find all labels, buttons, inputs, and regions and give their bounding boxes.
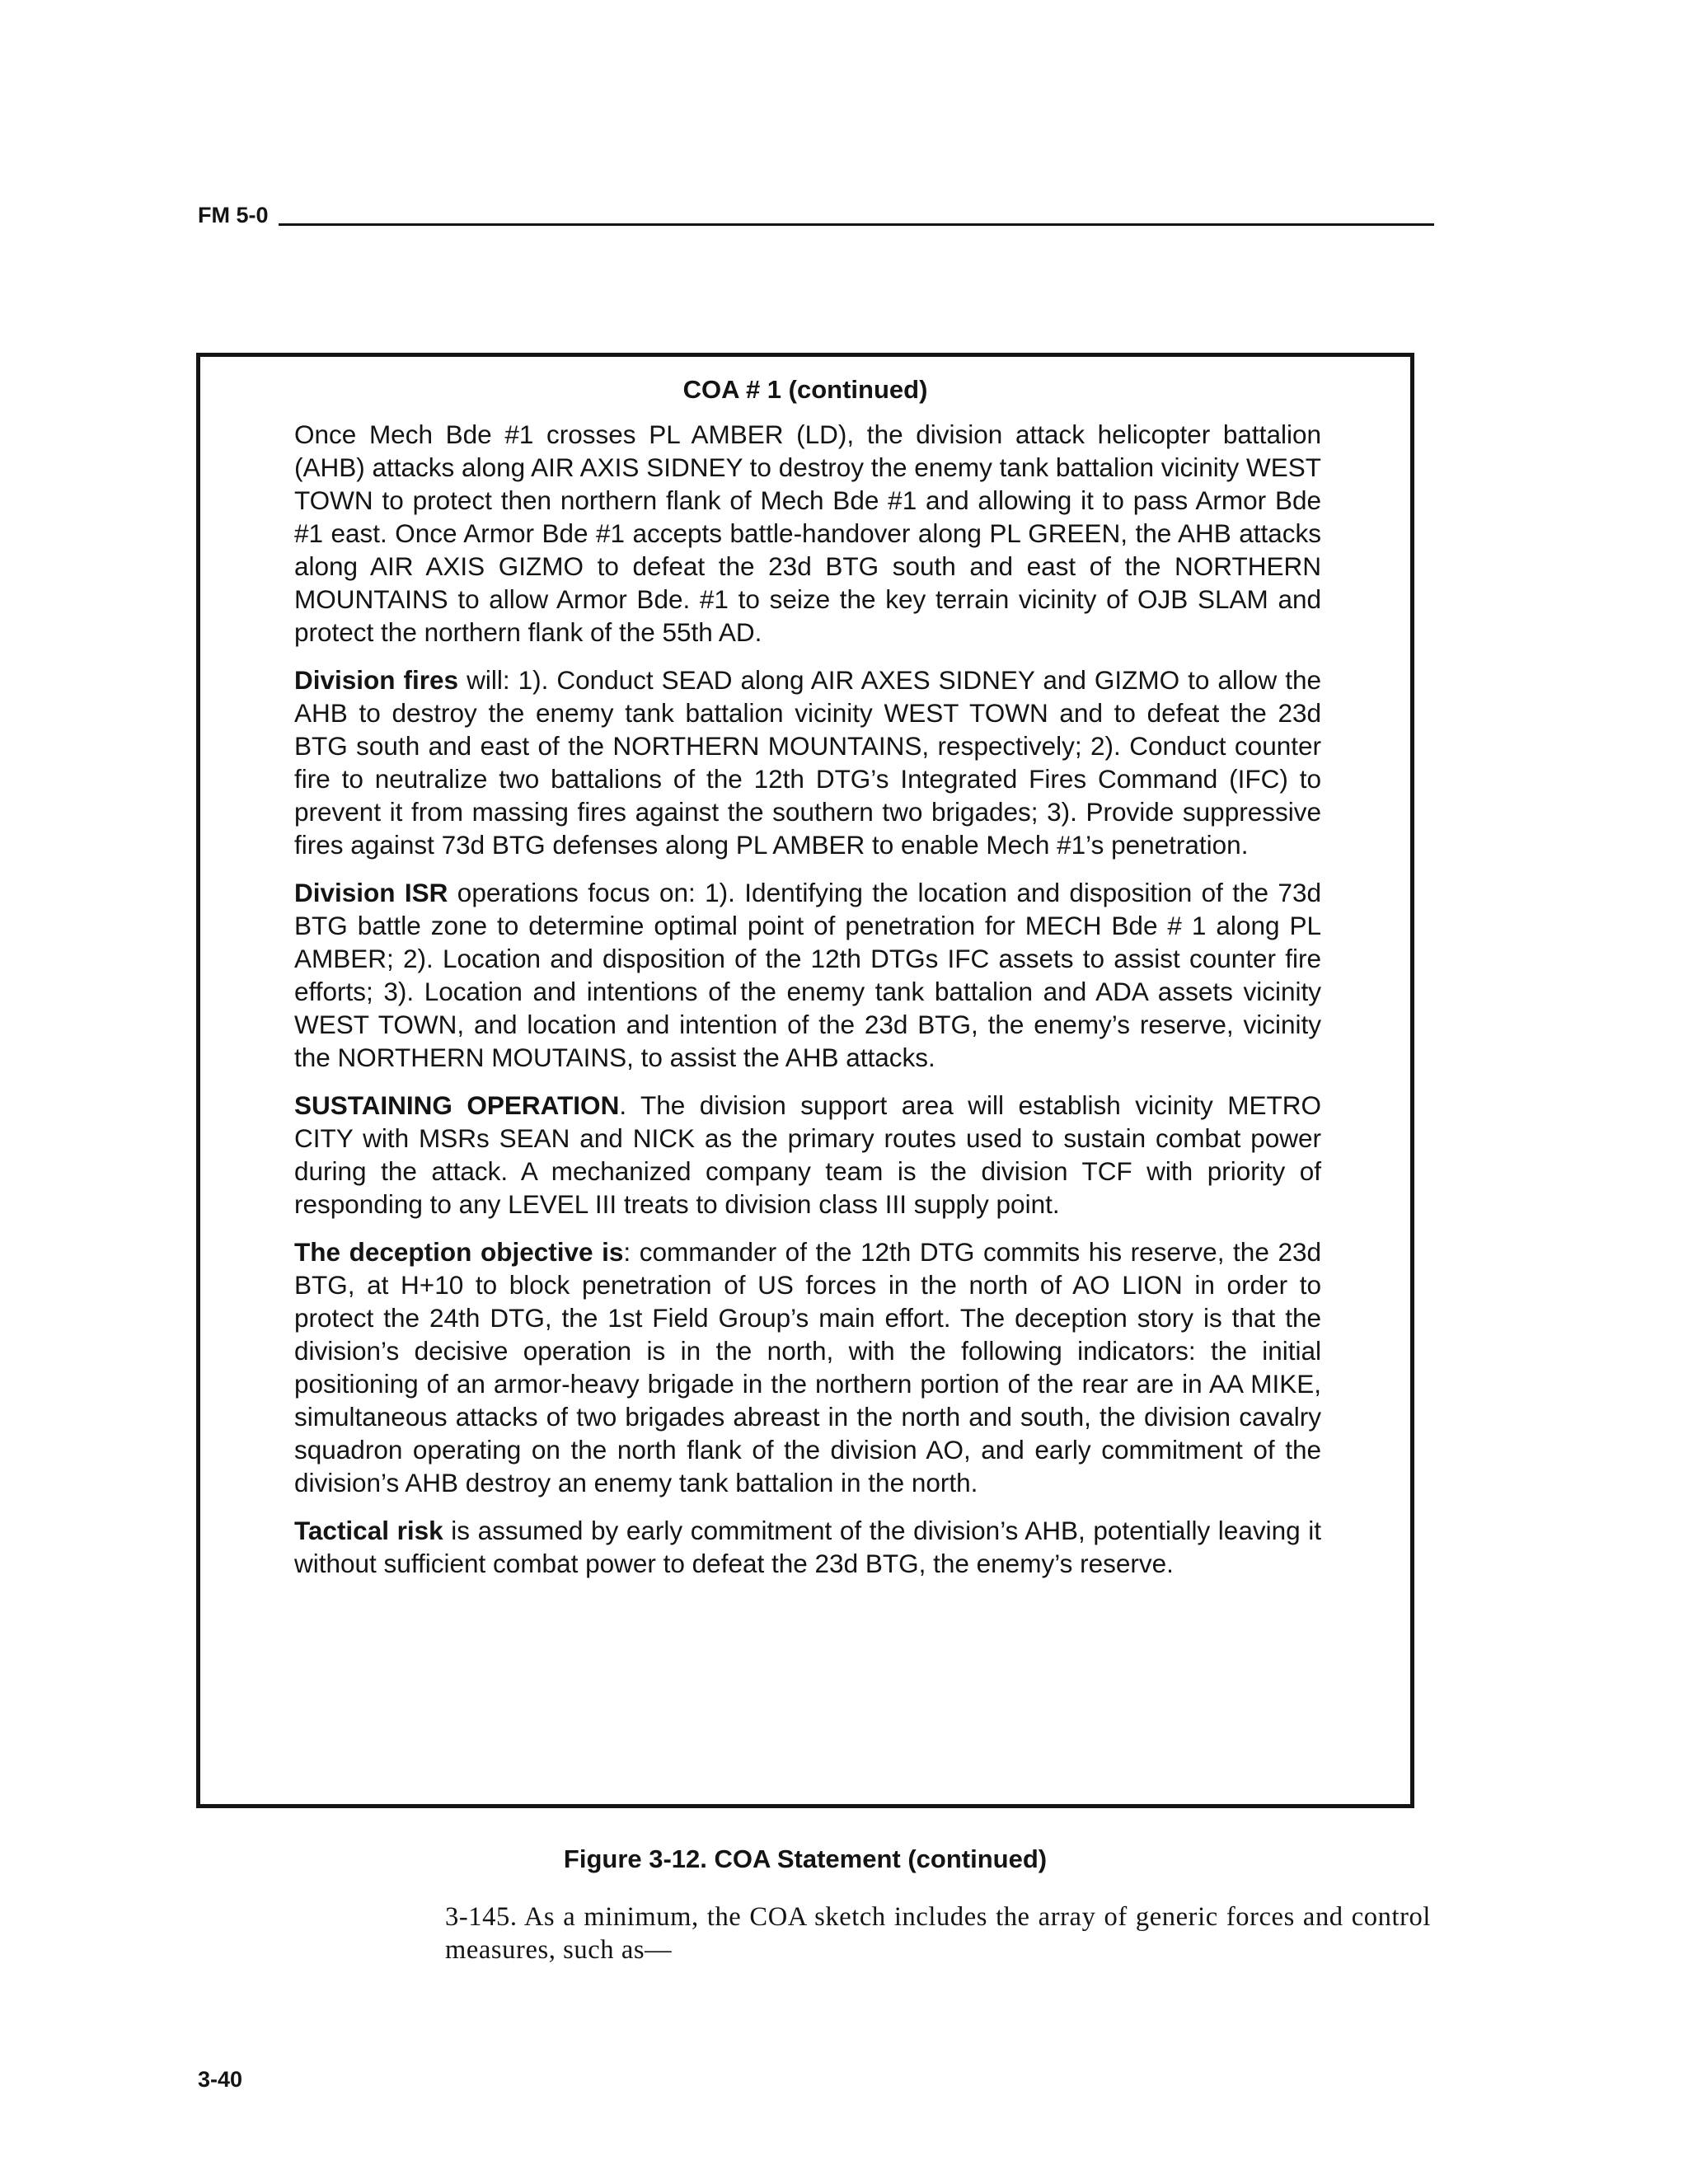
paragraph-text: : commander of the 12th DTG commits his reserve, the 23d BTG, at H+10 to block penetration of US forces in the north of AO LION in order to protect the 24th DTG, the 1st Field Group’s main effort. The deception story is that the division’s decisive operation is in the north, with the following indicators: the initial positioning of an armor-heavy brigade in the northern portion of the rear are in AA MIKE, simultaneous attacks of two brigades abreast in the north and south, the division cavalry squadron operating on the north flank of the division AO, and early commitment of the division’s AHB destroy an enemy tank battalion in the north. — [294, 1237, 1322, 1497]
coa-paragraph-isr — [294, 876, 1321, 1074]
paragraph-text: will: 1). Conduct SEAD along AIR AXES SIDNEY and GIZMO to allow the AHB to destroy the enemy tank battalion vicinity WEST TOWN and to defeat the 23d BTG south and east of the NORTHERN MOUNTAINS, respectively; 2). Conduct counter fire to neutralize two battalions of the 12th DTG’s Integrated Fires Command (IFC) to prevent it from massing fires against the southern two brigades; 3). Provide suppressive fires against 73d BTG defenses along PL AMBER to enable Mech #1’s penetration. — [294, 665, 1321, 860]
paragraph-lead: The deception objective is — [294, 1237, 624, 1267]
paragraph-text: . The division support area will establish vicinity METRO CITY with MSRs SEAN and NICK as the primary routes used to sustain combat power during the attack. A mechanized company team is the division TCF with priority of responding to any LEVEL III treats to division class III supply point. — [294, 1090, 1321, 1219]
paragraph-text: is assumed by early commitment of the division’s AHB, potentially leaving it without sufficient combat power to defeat the 23d BTG, the enemy’s reserve. — [294, 1516, 1321, 1578]
figure-caption: Figure 3-12. COA Statement (continued) — [563, 1844, 1048, 1873]
page-number: 3-40 — [198, 2067, 243, 2092]
paragraph-text: operations focus on: 1). Identifying the location and disposition of the 73d BTG battle zone to determine optimal point of penetration for MECH Bde # 1 along PL AMBER; 2). Location and disposition of the 12th DTGs IFC assets to assist counter fire efforts; 3). Location and intentions of the enemy tank battalion and ADA assets vicinity WEST TOWN, and location and intention of the 23d BTG, the enemy’s reserve, vicinity the NORTHERN MOUTAINS, to assist the AHB attacks. — [294, 878, 1321, 1072]
header-rule — [279, 223, 1434, 226]
paragraph-text: Once Mech Bde #1 crosses PL AMBER (LD), the division attack helicopter battalion (AHB) attacks along AIR AXIS SIDNEY to destroy the enemy tank battalion vicinity WEST TOWN to protect then northern flank of Mech Bde #1 and allowing it to pass Armor Bde #1 east. Once Armor Bde #1 accepts battle-handover along PL GREEN, the AHB attacks along AIR AXIS GIZMO to defeat the 23d BTG south and east of the NORTHERN MOUNTAINS to allow Armor Bde. #1 to seize the key terrain vicinity of OJB SLAM and protect the northern flank of the 55th AD. — [294, 419, 1321, 647]
coa-paragraph-maneuver — [294, 418, 1321, 649]
body-paragraph: 3-145. As a minimum, the COA sketch includes the array of generic forces and control measures, such as— — [445, 1902, 1431, 1965]
figure-box-title: COA # 1 (continued) — [682, 375, 928, 404]
coa-paragraph-fires — [294, 663, 1321, 861]
publication-id: FM 5-0 — [198, 203, 269, 227]
coa-paragraph-risk — [294, 1514, 1321, 1580]
paragraph-lead: SUSTAINING OPERATION — [294, 1090, 620, 1120]
coa-paragraph-deception — [294, 1235, 1321, 1499]
paragraph-lead: Division ISR — [294, 878, 448, 907]
figure-box-body — [294, 418, 1321, 1595]
running-header — [198, 198, 1434, 227]
paragraph-lead: Division fires — [294, 665, 459, 695]
coa-paragraph-sustaining — [294, 1089, 1321, 1221]
figure-box — [196, 353, 1414, 1808]
paragraph-lead: Tactical risk — [294, 1516, 443, 1545]
